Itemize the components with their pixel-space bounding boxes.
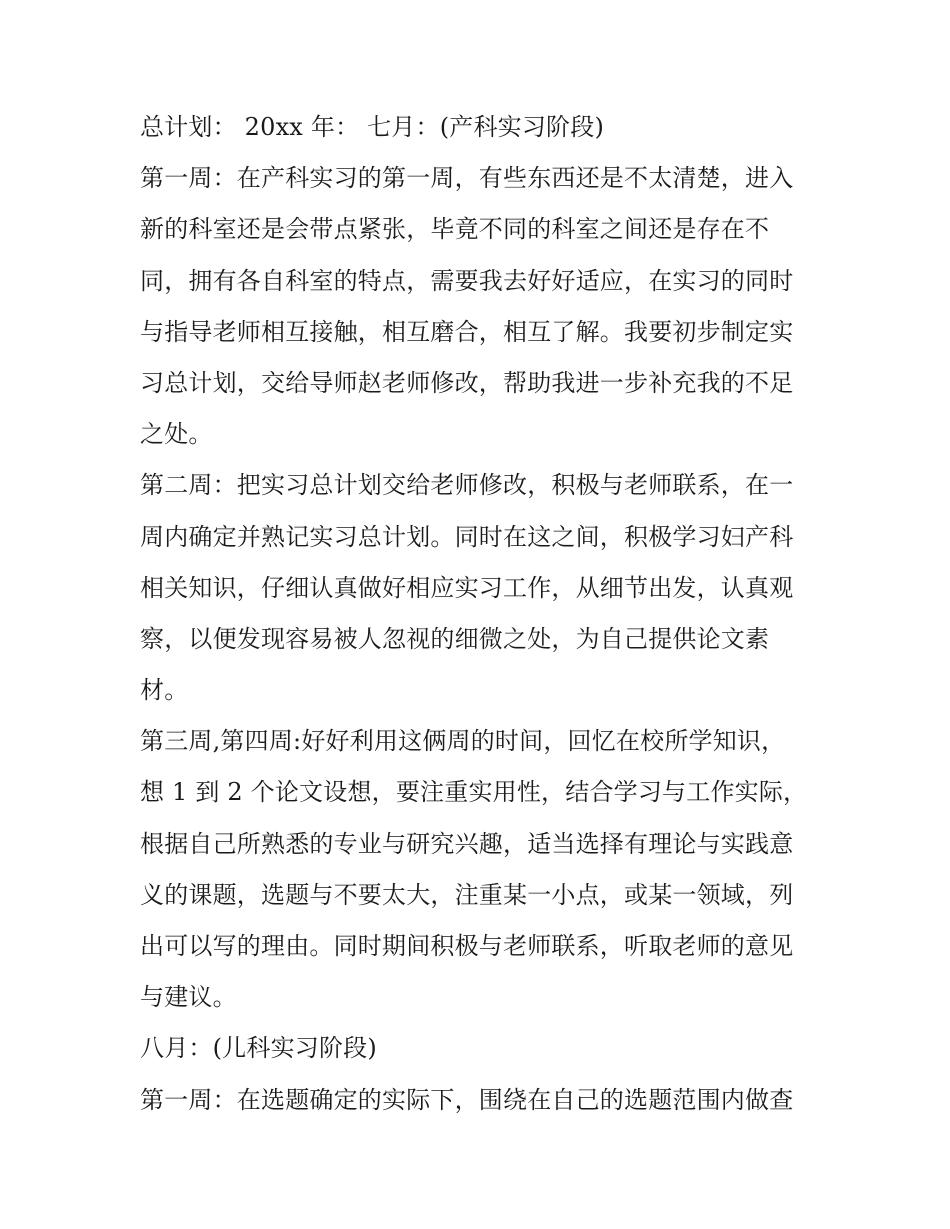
text-line: 第一周：在选题确定的实际下，围绕在自己的选题范围内做查 xyxy=(140,1085,794,1114)
text-line: 出可以写的理由。同时期间积极与老师联系，听取老师的意见 xyxy=(140,932,794,960)
text-line: 同，拥有各自科室的特点，需要我去好好适应，在实习的同时 xyxy=(140,266,794,295)
text-line: 周内确定并熟记实习总计划。同时在这之间，积极学习妇产科 xyxy=(140,522,794,551)
text-line: 材。 xyxy=(140,676,189,705)
text-line: 根据自己所熟悉的专业与研究兴趣，适当选择有理论与实践意 xyxy=(140,829,794,858)
august-heading-paragraph xyxy=(140,1023,812,1074)
text-line: 与指导老师相互接触，相互磨合，相互了解。我要初步制定实 xyxy=(140,317,794,346)
july-week-2-paragraph xyxy=(140,460,812,716)
text-line: 八月：(儿科实习阶段) xyxy=(140,1034,377,1063)
text-line: 新的科室还是会带点紧张，毕竟不同的科室之间还是存在不 xyxy=(140,215,770,244)
text-line: 习总计划，交给导师赵老师修改，帮助我进一步补充我的不足 xyxy=(140,368,794,397)
plan-title-paragraph xyxy=(140,102,812,153)
text-line: 第一周：在产科实习的第一周，有些东西还是不太清楚，进入 xyxy=(140,164,794,193)
text-line: 想 1 到 2 个论文设想，要注重实用性，结合学习与工作实际， xyxy=(140,778,808,807)
text-line: 相关知识，仔细认真做好相应实习工作，从细节出发，认真观 xyxy=(140,573,794,602)
text-line: 第三周,第四周:好好利用这俩周的时间，回忆在校所学知识， xyxy=(140,727,786,756)
july-week-1-paragraph xyxy=(140,153,812,460)
text-line: 与建议。 xyxy=(140,983,237,1012)
text-line: 第二周：把实习总计划交给老师修改，积极与老师联系，在一 xyxy=(140,471,794,500)
document-body xyxy=(140,102,812,1126)
text-line: 之处。 xyxy=(140,420,213,449)
text-line: 察，以便发现容易被人忽视的细微之处，为自己提供论文素 xyxy=(140,624,770,653)
text-line: 总计划： 20xx 年： 七月：(产科实习阶段) xyxy=(140,113,605,141)
august-week-1-paragraph xyxy=(140,1075,812,1126)
text-line: 义的课题，选题与不要太大，注重某一小点，或某一领域，列 xyxy=(140,880,794,909)
july-week-3-4-paragraph xyxy=(140,716,812,1023)
